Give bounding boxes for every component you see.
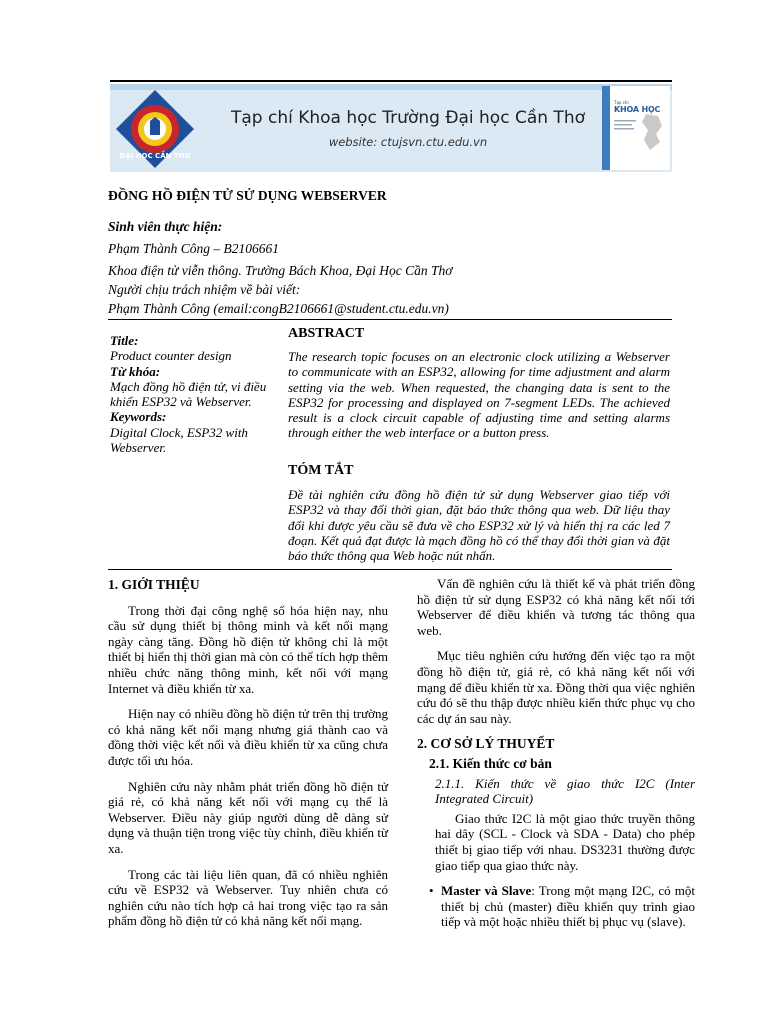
- title-value: Product counter design: [110, 348, 232, 364]
- responsible-label: Người chịu trách nhiệm về bài viết:: [108, 282, 301, 297]
- keywords-vi-label: Từ khóa:: [110, 363, 161, 379]
- journal-cover-thumbnail: [602, 86, 670, 170]
- cover-title: KHOA HỌC: [614, 105, 661, 114]
- bullet-description: : Trong một mạng I2C, có một thiết bị chủ (master) điều khiển quy trình giao tiếp và một hoặc nhiều thiết bị phục vụ (slave).: [441, 883, 695, 930]
- top-rule: [110, 80, 672, 82]
- affiliation: Khoa điện tử viễn thông. Trường Bách Khoa, Đại Học Cần Thơ: [108, 263, 453, 278]
- keywords-en-value: Digital Clock, ESP32 with Webserver.: [110, 424, 248, 456]
- paragraph: Trong các tài liệu liên quan, đã có nhiều nghiên cứu về ESP32 và Webserver. Tuy nhiên chưa có nghiên cứu nào tích hợp cả hai trong việc tạo ra sản phẩm đồng hồ điện tử có khả năng kết nối mạng.: [108, 866, 388, 929]
- abstract-heading: ABSTRACT: [288, 326, 365, 341]
- students-label: Sinh viên thực hiện:: [108, 219, 223, 234]
- student-name: Phạm Thành Công – B2106661: [108, 241, 280, 256]
- paragraph: Mục tiêu nghiên cứu hướng đến việc tạo ra một đồng hồ điện tử, giá rẻ, có khả năng kết nối với mạng để điều khiển từ xa. Đồng thời qua việc nghiên cứu đó sẽ thu thập được nhiều kiến thức phục vụ cho các dự án sau này.: [417, 648, 695, 726]
- title-label: Title:: [110, 333, 139, 348]
- paragraph: Nghiên cứu này nhằm phát triển đồng hồ điện tử giá rẻ, có khả năng kết nối với mạng cụ thể là Webserver. Điều này giúp người dùng dễ dàng sử dụng và thuận tiện trong việc tùy chỉnh, điều khiển từ xa.: [108, 778, 388, 856]
- tom-tat-heading: TÓM TẮT: [288, 463, 354, 478]
- paper-title: ĐỒNG HỒ ĐIỆN TỬ SỬ DỤNG WEBSERVER: [108, 188, 387, 203]
- section-2-1-heading: 2.1. Kiến thức cơ bản: [429, 755, 552, 771]
- abstract-text: The research topic focuses on an electronic clock utilizing a Webserver to communicate with an ESP32, allowing for time adjustment and alarm setting via the web. When requested, the changing data is sent to the ESP32 for processing and displayed on 7-segment LEDs. The achieved result is a clock circuit capable of adjusting time and setting alarms through either the web interface or a button press.: [288, 349, 670, 441]
- body-column-right: [417, 576, 695, 930]
- cover-bar: [602, 86, 610, 170]
- bullet-term: Master và Slave: [441, 883, 532, 899]
- paragraph: Vấn đề nghiên cứu là thiết kế và phát triển đồng hồ điện tử sử dụng ESP32 có khả năng kết nối tới Webserver để điều khiển và tương tác thông qua web.: [417, 576, 695, 638]
- list-item: [429, 883, 695, 930]
- cover-map-icon: [640, 112, 664, 152]
- cover-small-text: Tạp chí: [614, 100, 629, 105]
- section-1-heading: 1. GIỚI THIỆU: [108, 577, 200, 592]
- body-column-left: [108, 576, 388, 939]
- section-2-1-1-heading: 2.1.1. Kiến thức về giao thức I2C (Inter Integrated Circuit): [435, 775, 695, 807]
- paragraph: Giao thức I2C là một giao thức truyền thông hai dây (SCL - Clock và SDA - Data) cho phép thiết bị giao tiếp với nhau. DS3231 thường được giao tiếp qua giao thức này.: [435, 810, 695, 873]
- article-info-column: [110, 333, 275, 455]
- paragraph: Trong thời đại công nghệ số hóa hiện nay, nhu cầu sử dụng thiết bị thông minh và kết nối mạng ngày càng tăng. Đồng hồ điện tử không chỉ là một thiết bị hiển thị thời gian mà còn có thể tích hợp thêm nhiều chức năng thông minh, kết nối với mạng Internet và điều khiển từ xa.: [108, 602, 388, 696]
- responsible-author: Phạm Thành Công (email:congB2106661@student.ctu.edu.vn): [108, 301, 449, 316]
- abstract-divider: [108, 569, 672, 570]
- journal-name: Tạp chí Khoa học Trường Đại học Cần Thơ: [230, 108, 585, 128]
- paragraph: Hiện nay có nhiều đồng hồ điện tử trên thị trường có khả năng kết nối mạng nhưng giá thành cao và đồng thời việc kết nối và điều khiển từ xa cũng chưa được tối ưu hóa.: [108, 706, 388, 768]
- keywords-en-label: Keywords:: [110, 409, 167, 425]
- university-logo: [114, 88, 196, 170]
- header-divider: [108, 319, 672, 320]
- journal-banner: [110, 84, 672, 172]
- list-item-text: [441, 883, 695, 930]
- keywords-vi-value: Mạch đồng hồ điện tử, vi điều khiển ESP32 và Webserver.: [110, 378, 267, 410]
- journal-website[interactable]: website: ctujsvn.ctu.edu.vn: [328, 135, 488, 149]
- section-2-heading: 2. CƠ SỞ LÝ THUYẾT: [417, 736, 555, 752]
- tom-tat-text: Đề tài nghiên cứu đồng hồ điện tử sử dụng Webserver giao tiếp với ESP32 và thay đổi thời gian, đặt báo thức thông qua web. Dữ liệu thay đổi khi được yêu cầu sẽ đưa về cho ESP32 xử lý và hiển thị ra các led 7 đoạn. Kết quả đạt được là mạch đồng hồ có thể thay đổi thời gian và đặt báo thức thông qua Web hoặc nút nhấn.: [288, 487, 670, 564]
- logo-text: ĐẠI HỌC CẦN THƠ: [119, 152, 191, 160]
- bullet-icon: •: [429, 883, 434, 899]
